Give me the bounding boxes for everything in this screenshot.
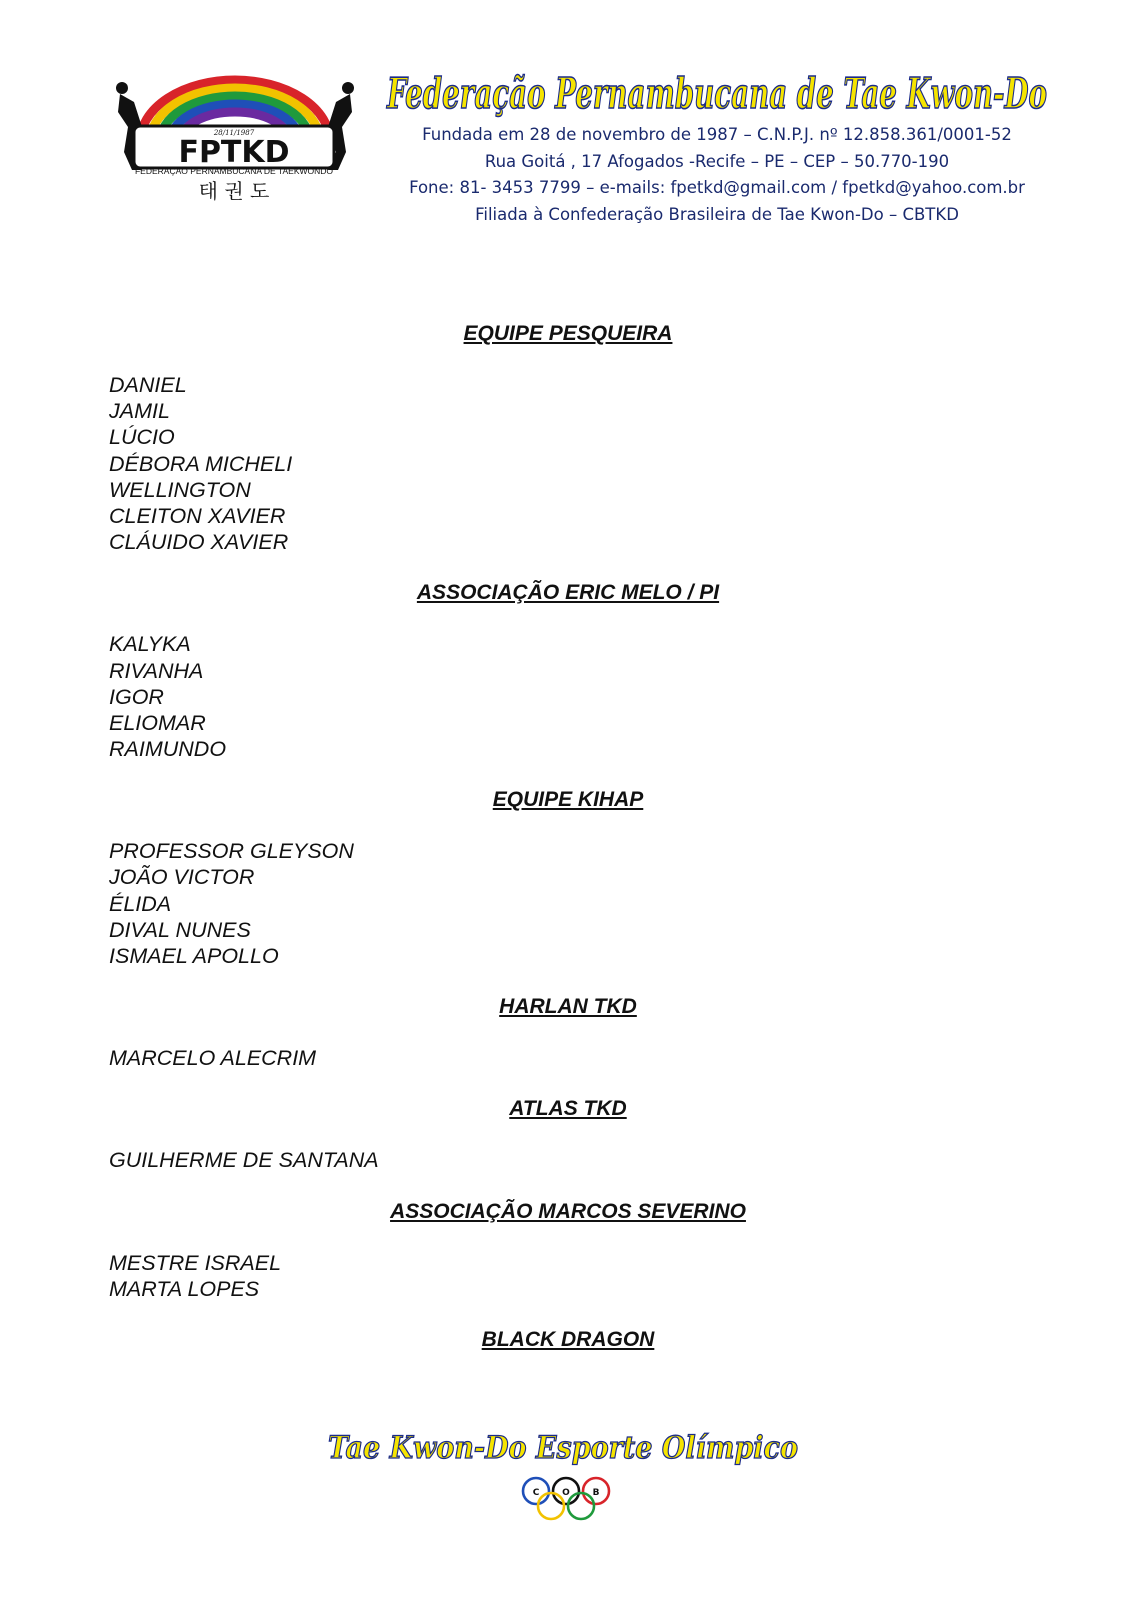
- header-address-line: Rua Goitá , 17 Afogados -Recife – PE – CEP – 50.770-190: [484, 151, 950, 171]
- team-section: [0, 1198, 1131, 1302]
- member-item: ISMAEL APOLLO: [109, 944, 279, 968]
- team-section: [0, 786, 1131, 969]
- page-title: [372, 66, 1062, 126]
- header-foundation-line: Fundada em 28 de novembro de 1987 – C.N.P.J. nº 12.858.361/0001-52: [422, 125, 1012, 144]
- logo-korean: 태 권 도: [198, 179, 270, 203]
- member-list: [109, 838, 1131, 969]
- team-section: [0, 1326, 1131, 1354]
- member-list: [109, 1147, 1131, 1173]
- member-item: DIVAL NUNES: [109, 917, 251, 942]
- header-info: [372, 122, 1062, 228]
- member-item: CLÁUIDO XAVIER: [109, 530, 289, 555]
- team-heading: ASSOCIAÇÃO MARCOS SEVERINO: [390, 1199, 746, 1223]
- member-item: CLEITON XAVIER: [109, 503, 286, 528]
- member-item: JOÃO VICTOR: [109, 865, 255, 890]
- team-section: [0, 579, 1131, 762]
- member-item: KALYKA: [109, 632, 191, 657]
- ring-letter: C: [532, 1488, 540, 1498]
- member-item: MESTRE ISRAEL: [109, 1250, 282, 1275]
- logo-acronym: FPTKD: [178, 135, 290, 170]
- ring-letter: B: [592, 1488, 600, 1498]
- header-affiliation-line: Filiada à Confederação Brasileira de Tae Kwon-Do – CBTKD: [475, 204, 959, 224]
- member-list: [109, 372, 1131, 555]
- title-text: Federação Pernambucana de Tae Kwon-Do: [386, 69, 1047, 118]
- team-section: [0, 320, 1131, 555]
- member-item: JAMIL: [109, 399, 170, 424]
- team-heading: EQUIPE PESQUEIRA: [463, 322, 673, 345]
- member-item: IGOR: [109, 684, 164, 709]
- member-item: WELLINGTON: [109, 477, 251, 502]
- member-item: RAIMUNDO: [109, 737, 227, 762]
- member-item: MARTA LOPES: [109, 1276, 260, 1301]
- member-item: DÉBORA MICHELI: [109, 451, 293, 476]
- member-list: [109, 1045, 1131, 1071]
- team-heading: ATLAS TKD: [509, 1097, 627, 1121]
- team-section: [0, 993, 1131, 1071]
- member-item: MARCELO ALECRIM: [109, 1046, 317, 1071]
- team-heading: BLACK DRAGON: [481, 1327, 655, 1351]
- ring-letter: O: [562, 1488, 570, 1498]
- member-item: GUILHERME DE SANTANA: [109, 1148, 379, 1173]
- header-contact-line: Fone: 81- 3453 7799 – e-mails: fpetkd@gmail.com / fpetkd@yahoo.com.br: [409, 178, 1025, 197]
- member-item: PROFESSOR GLEYSON: [109, 839, 354, 864]
- member-list: [109, 631, 1131, 762]
- team-heading: EQUIPE KIHAP: [492, 788, 644, 812]
- slogan-text: Tae Kwon-Do Esporte Olímpico: [328, 1430, 798, 1466]
- member-item: LÚCIO: [109, 425, 175, 450]
- team-heading: HARLAN TKD: [499, 995, 637, 1019]
- team-list: [0, 320, 1131, 1378]
- member-item: ELIOMAR: [109, 710, 206, 735]
- cob-olympic-rings-icon: [520, 1475, 612, 1525]
- team-section: [0, 1095, 1131, 1173]
- logo-date: 28/11/1987: [213, 129, 255, 137]
- fptkd-logo-icon: [112, 72, 358, 212]
- member-list: [109, 1250, 1131, 1302]
- footer-slogan: [318, 1424, 808, 1470]
- member-item: RIVANHA: [109, 658, 204, 683]
- member-item: DANIEL: [109, 373, 187, 397]
- logo-subtitle: FEDERAÇÃO PERNAMBUCANA DE TAEKWONDO: [134, 166, 334, 176]
- team-heading: ASSOCIAÇÃO ERIC MELO / PI: [416, 581, 720, 605]
- member-item: ÉLIDA: [109, 891, 172, 916]
